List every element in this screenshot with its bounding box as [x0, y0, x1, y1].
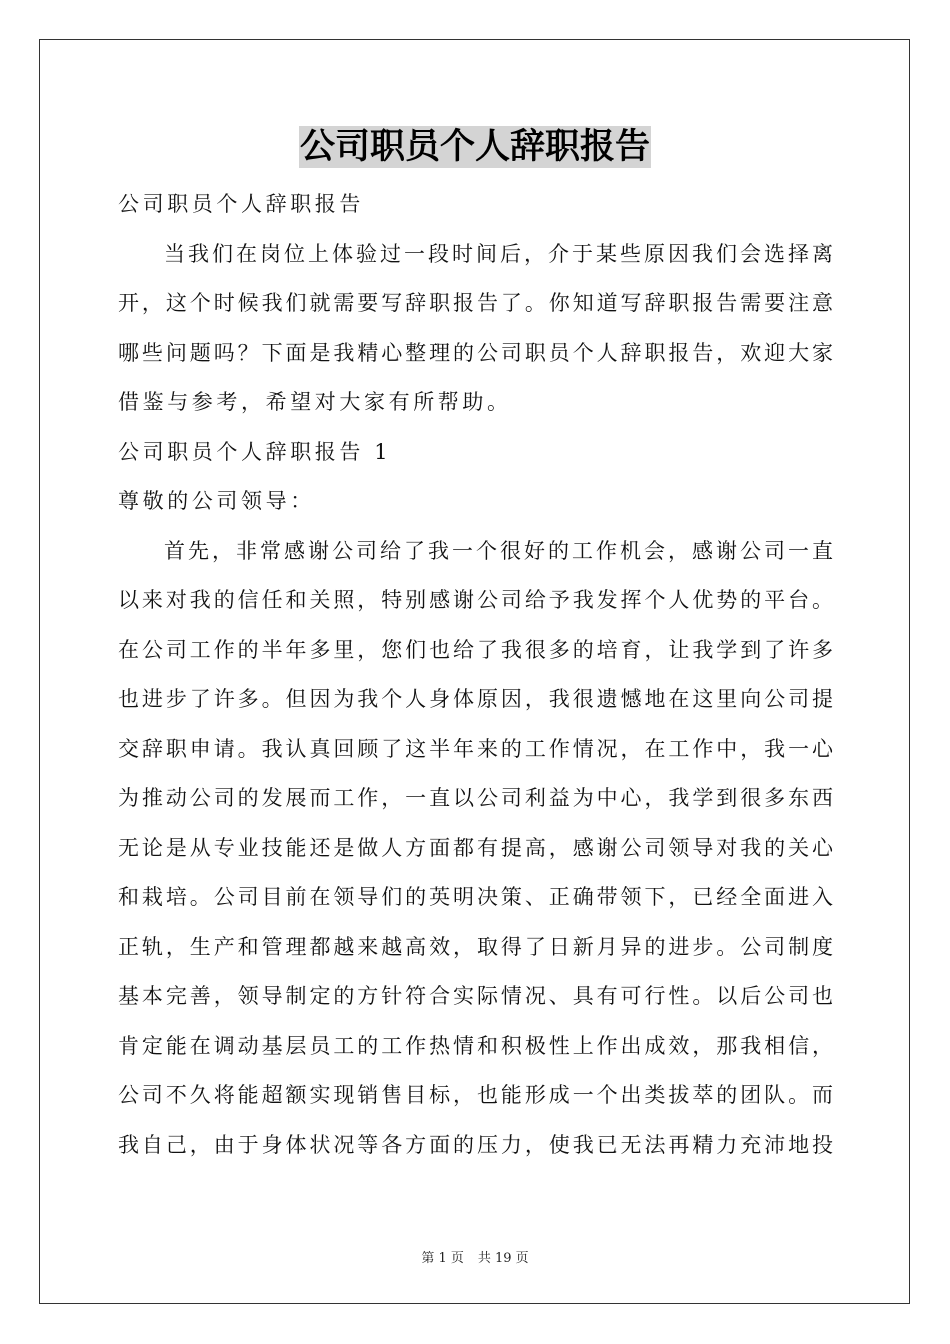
intro-line: 当我们在岗位上体验过一段时间后，介于某些原因我们会选择离	[164, 241, 833, 266]
title-container	[0, 126, 950, 168]
page-number: 第 1 页	[421, 1251, 464, 1266]
body-line: 也进步了许多。但因为我个人身体原因，我很遗憾地在这里向公司提	[118, 687, 833, 711]
subtitle: 公司职员个人辞职报告	[118, 192, 364, 216]
body-line: 正轨，生产和管理都越来越高效，取得了日新月异的进步。公司制度	[118, 934, 833, 959]
body-line: 在公司工作的半年多里，您们也给了我很多的培育，让我学到了许多	[118, 637, 833, 662]
intro-paragraph	[118, 230, 833, 428]
intro-line: 哪些问题吗？下面是我精心整理的公司职员个人辞职报告，欢迎大家	[118, 340, 833, 365]
intro-line: 借鉴与参考，希望对大家有所帮助。	[118, 390, 512, 414]
body-line: 我自己，由于身体状况等各方面的压力，使我已无法再精力充沛地投	[118, 1132, 833, 1157]
body-line: 首先，非常感谢公司给了我一个很好的工作机会，感谢公司一直	[164, 538, 833, 563]
body-line: 无论是从专业技能还是做人方面都有提高，感谢公司领导对我的关心	[118, 835, 833, 860]
section-heading: 公司职员个人辞职报告 1	[118, 439, 392, 464]
body-line: 为推动公司的发展而工作，一直以公司利益为中心，我学到很多东西	[118, 786, 833, 810]
salutation: 尊敬的公司领导：	[118, 489, 315, 513]
page-footer	[0, 1247, 950, 1266]
document-body	[118, 180, 833, 1170]
body-line: 交辞职申请。我认真回顾了这半年来的工作情况，在工作中，我一心	[118, 736, 833, 761]
body-line: 肯定能在调动基层员工的工作热情和积极性上作出成效，那我相信，	[118, 1033, 833, 1058]
body-line: 以来对我的信任和关照，特别感谢公司给予我发挥个人优势的平台。	[118, 588, 833, 612]
body-line: 和栽培。公司目前在领导们的英明决策、正确带领下，已经全面进入	[118, 885, 833, 909]
page-total: 共 19 页	[477, 1251, 529, 1266]
body-line: 基本完善，领导制定的方针符合实际情况、具有可行性。以后公司也	[118, 984, 833, 1008]
body-line: 公司不久将能超额实现销售目标，也能形成一个出类拔萃的团队。而	[118, 1083, 833, 1107]
document-title: 公司职员个人辞职报告	[299, 126, 650, 167]
intro-line: 开，这个时候我们就需要写辞职报告了。你知道写辞职报告需要注意	[118, 291, 833, 315]
body-paragraph	[118, 527, 833, 1171]
